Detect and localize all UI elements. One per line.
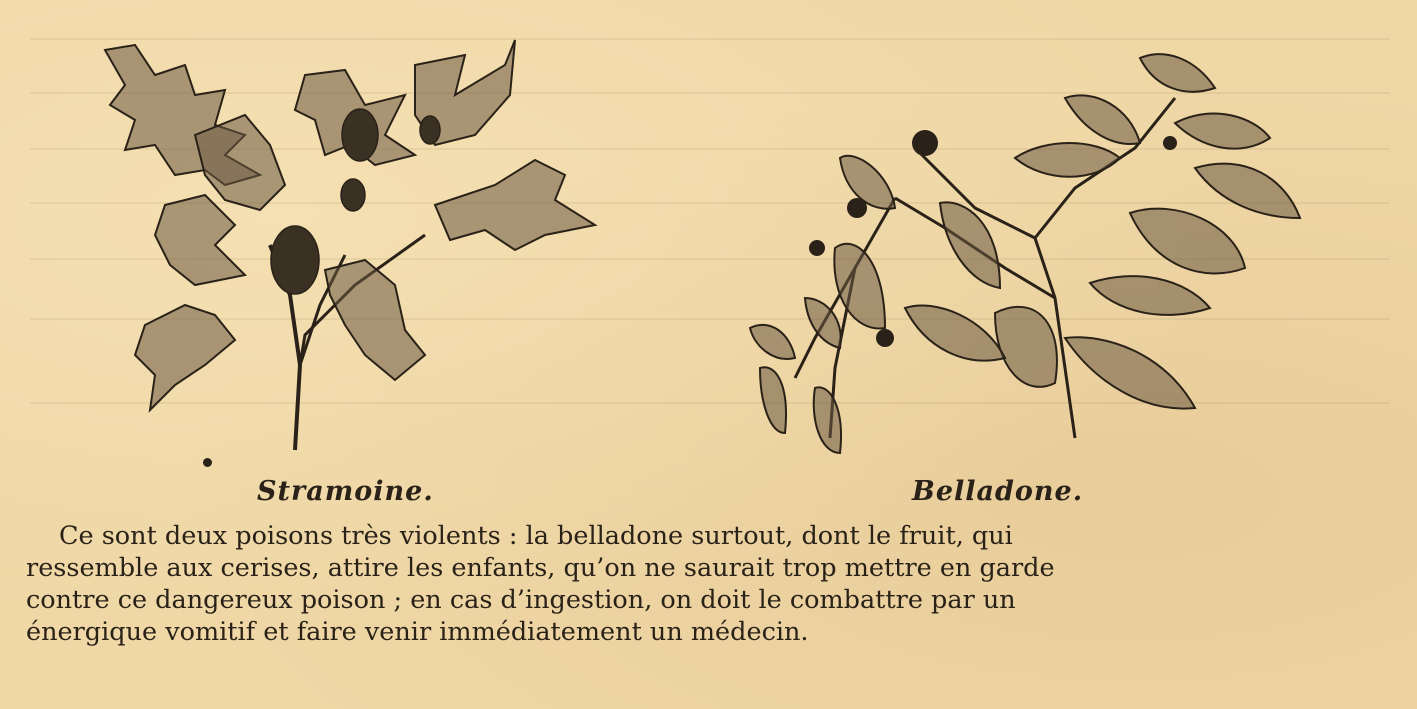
ink-dot — [203, 458, 212, 467]
stramonium-illustration — [95, 35, 610, 455]
caption-belladone: Belladone. — [912, 476, 1084, 507]
caption-stramoine: Stramoine. — [257, 476, 434, 507]
stramonium-plant-drawing — [95, 35, 610, 455]
body-paragraph — [26, 520, 1371, 648]
paragraph-line: Ce sont deux poisons très violents : la belladone surtout, dont le fruit, qui — [59, 521, 1013, 551]
paragraph-line: contre ce dangereux poison ; en cas d’ingestion, on doit le combattre par un — [26, 585, 1016, 615]
paragraph-line: ressemble aux cerises, attire les enfants, qu’on ne saurait trop mettre en garde — [26, 553, 1055, 583]
belladonna-illustration — [745, 48, 1305, 458]
paragraph-line: énergique vomitif et faire venir immédiatement un médecin. — [26, 617, 809, 647]
belladonna-plant-drawing — [745, 48, 1305, 458]
